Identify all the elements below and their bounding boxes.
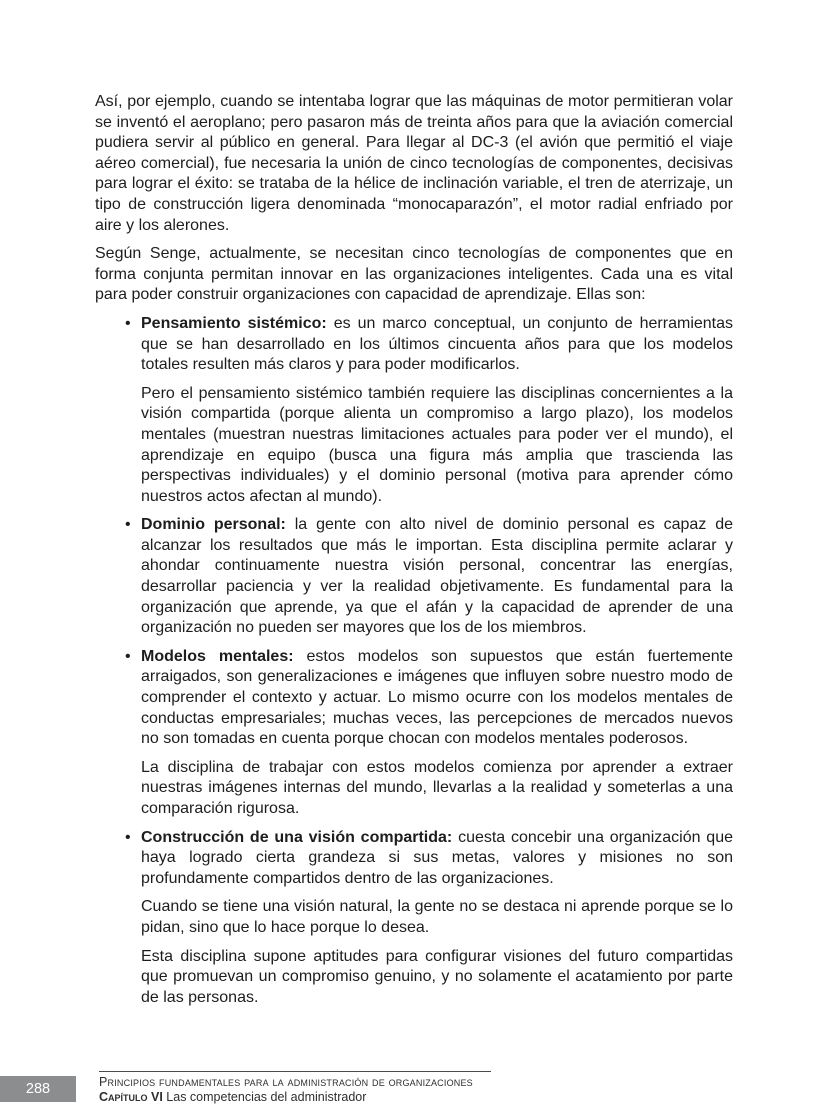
item-lead-paragraph — [141, 314, 733, 376]
chapter-line — [99, 1090, 491, 1104]
item-title: Construcción de una visión compartida: — [141, 828, 453, 846]
chapter-label: Capítulo VI — [99, 1090, 163, 1104]
page-footer — [0, 1074, 828, 1104]
item-title: Dominio personal: — [141, 516, 286, 534]
list-item-modelos-mentales — [125, 647, 733, 820]
item-paragraph: La disciplina de trabajar con estos modelos comienza por aprender a extraer nuestras imágenes internas del mundo, llevarlas a la realidad y someterlas a una comparación rigurosa. — [141, 758, 733, 817]
list-item-vision-compartida — [125, 828, 733, 1009]
page-number: 288 — [25, 1081, 51, 1097]
footer-text — [99, 1071, 491, 1104]
list-item-dominio-personal — [125, 515, 733, 639]
item-text: la gente con alto nivel de dominio personal es capaz de alcanzar los resultados que más le importan. Esta disciplina permite aclarar y ahondar continuamente nuestra visión personal, concentrar las energías, desarrollar paciencia y ver la realidad objetivamente. Es fundamental para la organización que aprende, ya que el afán y la capacidad de aprender de una organización no pueden ser mayores que los de los miembros. — [141, 516, 733, 637]
intro-paragraph-1: Así, por ejemplo, cuando se intentaba lograr que las máquinas de motor permitieran volar se inventó el aeroplano; pero pasaron más de treinta años para que la aviación comercial pudiera servir al público en general. Para llegar al DC-3 (el avión que permitió el viaje aéreo comercial), fue necesaria la unión de cinco tecnologías de componentes, decisivas para lograr el éxito: se trataba de la hélice de inclinación variable, el tren de aterrizaje, un tipo de construcción ligera denominada “monocaparazón”, el motor radial enfriado por aire y los alerones. — [95, 93, 733, 234]
item-title: Modelos mentales: — [141, 647, 294, 665]
intro-paragraph-2: Según Senge, actualmente, se necesitan cinco tecnologías de componentes que en forma conjunta permitan innovar en las organizaciones inteligentes. Cada una es vital para poder construir organizaciones con capacidad de aprendizaje. Ellas son: — [95, 245, 733, 304]
page-content — [95, 92, 733, 1016]
item-text: es un marco conceptual, un conjunto de herramientas que se han desarrollado en los últimos cincuenta años para que los modelos totales resulten más claros y para poder modificarlos. — [141, 314, 734, 374]
item-paragraph: Cuando se tiene una visión natural, la gente no se destaca ni aprende porque se lo pidan, sino que lo hace porque lo desea. — [141, 898, 733, 936]
item-lead-paragraph — [141, 647, 733, 750]
item-paragraph: Esta disciplina supone aptitudes para configurar visiones del futuro compartidas que promuevan un compromiso genuino, y no solamente el acatamiento por parte de las personas. — [141, 947, 733, 1006]
footer-rule — [99, 1071, 491, 1072]
item-title: Pensamiento sistémico: — [141, 314, 327, 332]
list-item-pensamiento-sistemico — [125, 314, 733, 507]
item-lead-paragraph — [141, 515, 733, 639]
disciplines-list — [95, 314, 733, 1008]
page-number-badge — [0, 1076, 76, 1102]
item-paragraph: Pero el pensamiento sistémico también requiere las disciplinas concernientes a la visión compartida (porque alienta un compromiso a largo plazo), los modelos mentales (muestran nuestras limitaciones actuales para poder ver el mundo), el aprendizaje en equipo (busca una figura más amplia que trascienda las perspectivas individuales) y el dominio personal (motiva para aprender cómo nuestros actos afectan al mundo). — [141, 384, 733, 505]
chapter-title: Las competencias del administrador — [166, 1090, 367, 1104]
item-text: estos modelos son supuestos que están fuertemente arraigados, son generalizaciones e imágenes que influyen sobre nuestro modo de comprender el contexto y actuar. Lo mismo ocurre con los modelos mentales de conductas empresariales; muchas veces, las percepciones de mercados nuevos no son tomadas en cuenta porque chocan con modelos mentales poderosos. — [141, 647, 734, 748]
item-lead-paragraph — [141, 828, 733, 890]
item-text: cuesta concebir una organización que haya logrado cierta grandeza si sus metas, valores y misiones no son profundamente compartidos dentro de las organizaciones. — [141, 828, 734, 887]
book-title: Principios fundamentales para la administración de organizaciones — [99, 1075, 473, 1089]
